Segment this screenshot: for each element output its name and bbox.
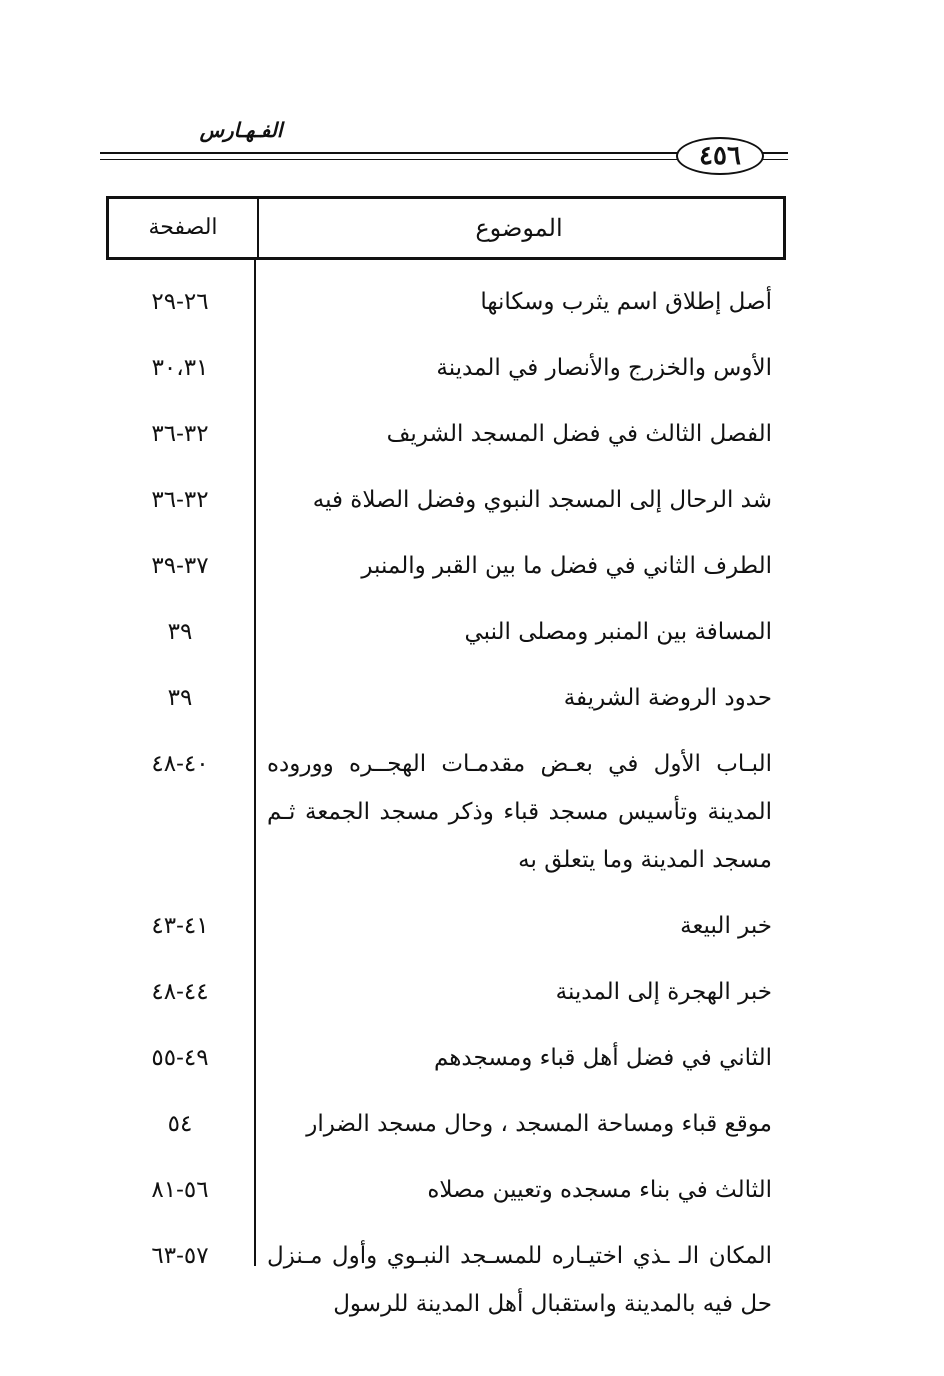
table-header bbox=[106, 196, 786, 260]
row-subject: أصل إطلاق اسم يثرب وسكانها bbox=[480, 289, 772, 315]
row-subject: المسافة بين المنبر ومصلى النبي bbox=[464, 619, 772, 645]
row-pages: ٥٤ bbox=[167, 1111, 193, 1137]
row-subject: المكان الـ ـذي اختيـاره للمسـجد النبـوي وأول مـنزل حل فيه بالمدينة واستقبال أهل المدينة للرسول bbox=[267, 1243, 772, 1317]
row-pages: ٣٩ bbox=[167, 619, 193, 645]
contents-table bbox=[106, 196, 786, 1328]
table-row bbox=[106, 1082, 786, 1148]
table-row bbox=[106, 458, 786, 524]
row-pages: ٣٢-٣٦ bbox=[151, 421, 209, 447]
running-head-title: الفـهـارس bbox=[199, 118, 283, 142]
subject-column-header: الموضوع bbox=[475, 214, 563, 242]
row-subject: خبر الهجرة إلى المدينة bbox=[555, 979, 772, 1005]
row-subject: موقع قباء ومساحة المسجد ، وحال مسجد الضرار bbox=[306, 1111, 772, 1137]
row-subject: الطرف الثاني في فضل ما بين القبر والمنبر bbox=[361, 553, 772, 579]
header-rule bbox=[762, 152, 788, 154]
page-column-header: الصفحة bbox=[148, 215, 218, 240]
row-subject: الثالث في بناء مسجده وتعيين مصلاه bbox=[427, 1177, 772, 1203]
table-row bbox=[106, 590, 786, 656]
row-subject: خبر البيعة bbox=[680, 913, 772, 939]
row-pages: ٣٩ bbox=[167, 685, 193, 711]
row-pages: ٢٦-٢٩ bbox=[151, 289, 209, 315]
table-row bbox=[106, 260, 786, 326]
row-pages: ٣٠،٣١ bbox=[151, 355, 209, 381]
table-row bbox=[106, 884, 786, 950]
row-subject: شد الرحال إلى المسجد النبوي وفضل الصلاة فيه bbox=[312, 487, 772, 513]
page-number-badge: ٤٥٦ bbox=[676, 137, 764, 175]
row-subject: الأوس والخزرج والأنصار في المدينة bbox=[436, 355, 772, 381]
row-subject: الفصل الثالث في فضل المسجد الشريف bbox=[386, 421, 772, 447]
row-pages: ٣٧-٣٩ bbox=[151, 553, 209, 579]
row-pages: ٤٤-٤٨ bbox=[151, 979, 209, 1005]
row-subject: حدود الروضة الشريفة bbox=[563, 685, 772, 711]
header-rule bbox=[762, 159, 788, 160]
row-pages: ٤٩-٥٥ bbox=[151, 1045, 209, 1071]
header-rule bbox=[100, 159, 680, 160]
row-subject: البـاب الأول في بعـض مقدمـات الهجــره ووروده المدينة وتأسيس مسجد قباء وذكر مسجد الجمعة ثـم مسجد المدينة وما يتعلق به bbox=[267, 751, 772, 873]
table-row bbox=[106, 1016, 786, 1082]
row-pages: ٤٠-٤٨ bbox=[151, 751, 209, 777]
table-row bbox=[106, 722, 786, 884]
table-row bbox=[106, 524, 786, 590]
row-pages: ٣٢-٣٦ bbox=[151, 487, 209, 513]
table-row bbox=[106, 326, 786, 392]
column-divider bbox=[257, 199, 259, 257]
row-pages: ٤١-٤٣ bbox=[151, 913, 209, 939]
table-body bbox=[106, 260, 786, 1328]
header-rule bbox=[100, 152, 680, 154]
table-row bbox=[106, 656, 786, 722]
row-pages: ٥٧-٦٣ bbox=[151, 1243, 209, 1269]
table-row bbox=[106, 392, 786, 458]
table-row bbox=[106, 1214, 786, 1328]
table-row bbox=[106, 1148, 786, 1214]
row-pages: ٥٦-٨١ bbox=[151, 1177, 209, 1203]
row-subject: الثاني في فضل أهل قباء ومسجدهم bbox=[434, 1045, 772, 1071]
table-row bbox=[106, 950, 786, 1016]
